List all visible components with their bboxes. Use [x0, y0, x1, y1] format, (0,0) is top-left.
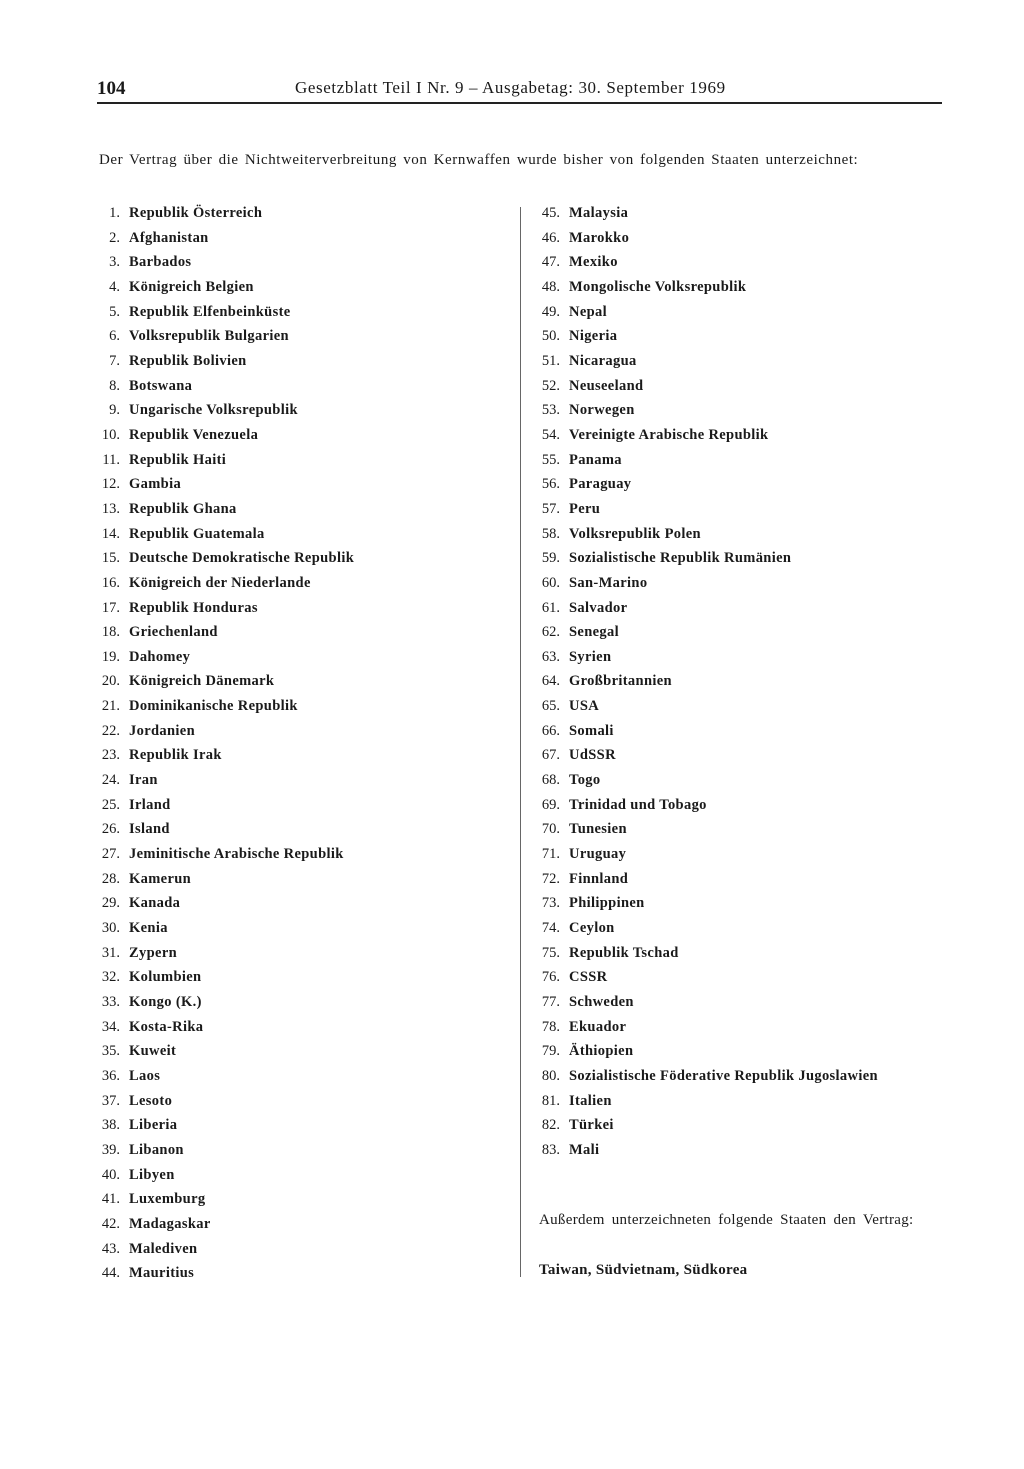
list-item-number: 44.: [101, 1265, 120, 1282]
list-item-number: 34.: [101, 1018, 120, 1035]
list-item-state: Dominikanische Republik: [129, 698, 298, 715]
list-item-state: Schweden: [569, 994, 634, 1010]
list-item: [92, 670, 492, 695]
list-item-number: 63.: [541, 648, 560, 665]
list-item: [532, 1016, 932, 1041]
list-item-number: 75.: [541, 944, 560, 961]
list-item: [92, 547, 492, 572]
list-item-number: 77.: [541, 994, 560, 1010]
list-item-number: 47.: [541, 254, 560, 271]
list-item: [92, 375, 492, 400]
list-item-state: Republik Honduras: [129, 599, 258, 616]
list-item-number: 39.: [101, 1141, 120, 1158]
list-item-number: 3.: [109, 254, 120, 271]
list-item: [92, 498, 492, 523]
list-item-number: 6.: [109, 328, 120, 345]
list-item-state: Nepal: [569, 303, 607, 320]
list-item-state: Jordanien: [129, 722, 195, 739]
list-item: [532, 769, 932, 794]
list-item: [92, 1065, 492, 1090]
list-item-number: 10.: [101, 426, 120, 443]
list-item: [532, 695, 932, 720]
list-item-state: Panama: [569, 451, 622, 468]
list-item-state: Sozialistische Republik Rumänien: [569, 550, 792, 567]
list-item-number: 60.: [541, 574, 560, 591]
list-item: [92, 251, 492, 276]
list-item-number: 70.: [541, 821, 560, 838]
list-item: [92, 720, 492, 745]
list-item: [92, 892, 492, 917]
list-item-number: 5.: [109, 303, 120, 320]
list-item-state: Malaysia: [569, 205, 629, 221]
list-item-number: 27.: [101, 846, 120, 863]
list-item-number: 64.: [541, 673, 560, 690]
list-item: [92, 843, 492, 868]
list-item-state: Iran: [129, 772, 158, 789]
column-divider: [520, 207, 521, 1277]
list-item-number: 76.: [541, 969, 560, 986]
list-item-state: Uruguay: [569, 846, 627, 863]
list-item: [532, 818, 932, 843]
list-item-state: Republik Haiti: [129, 451, 227, 468]
list-item-state: Laos: [129, 1067, 161, 1084]
list-item-number: 31.: [101, 944, 120, 961]
list-item-number: 32.: [101, 969, 120, 986]
list-item-number: 1.: [109, 205, 120, 221]
list-item: [92, 202, 492, 227]
list-item-number: 46.: [541, 229, 560, 246]
list-item-number: 37.: [101, 1092, 120, 1109]
list-item-number: 36.: [101, 1067, 120, 1084]
list-item-number: 52.: [541, 377, 560, 394]
list-item-state: Italien: [569, 1092, 612, 1109]
list-item-number: 35.: [101, 1043, 120, 1060]
list-item-number: 13.: [101, 500, 120, 517]
list-item-state: Republik Venezuela: [129, 426, 259, 443]
list-item: [92, 794, 492, 819]
list-item-state: Senegal: [569, 624, 619, 641]
list-item-number: 81.: [541, 1092, 560, 1109]
running-title: Gesetzblatt Teil I Nr. 9 – Ausgabetag: 30. September 1969: [295, 78, 726, 97]
list-item-number: 55.: [541, 451, 560, 468]
list-item-number: 11.: [102, 451, 120, 468]
list-item-state: USA: [569, 698, 600, 715]
list-item-number: 78.: [541, 1018, 560, 1035]
list-item: [532, 523, 932, 548]
list-item-state: Republik Ghana: [129, 500, 237, 517]
list-item: [532, 375, 932, 400]
list-item: [532, 1114, 932, 1139]
list-item-number: 28.: [101, 870, 120, 887]
list-item-state: Mexiko: [569, 254, 618, 271]
list-item-number: 12.: [101, 476, 120, 493]
list-item-number: 22.: [101, 722, 120, 739]
list-item-state: Togo: [569, 772, 601, 789]
list-item-number: 19.: [101, 648, 120, 665]
list-item: [532, 1065, 932, 1090]
list-item-state: Syrien: [569, 648, 612, 665]
list-item-number: 58.: [541, 525, 560, 542]
list-item-state: Salvador: [569, 599, 628, 616]
list-item: [92, 1090, 492, 1115]
list-item: [92, 1139, 492, 1164]
list-item-number: 83.: [541, 1141, 560, 1158]
list-item: [532, 744, 932, 769]
list-item-state: Jeminitische Arabische Republik: [129, 846, 344, 863]
list-item-state: Ekuador: [569, 1018, 627, 1035]
list-item-state: Republik Bolivien: [129, 352, 247, 369]
list-item-state: Republik Guatemala: [129, 525, 265, 542]
list-item-state: Volksrepublik Polen: [569, 525, 701, 542]
list-item: [532, 1090, 932, 1115]
list-item-state: Republik Tschad: [569, 944, 679, 961]
list-item-state: Mauritius: [129, 1265, 195, 1282]
list-item: [92, 991, 492, 1016]
list-item-number: 61.: [541, 599, 560, 616]
list-item-state: Irland: [129, 796, 171, 813]
list-item-number: 33.: [101, 994, 120, 1010]
list-item-state: Kamerun: [129, 870, 192, 887]
list-item-number: 42.: [101, 1215, 120, 1232]
list-item-state: Ungarische Volksrepublik: [129, 402, 298, 419]
list-item: [92, 276, 492, 301]
list-item: [532, 1139, 932, 1164]
list-item-number: 40.: [101, 1166, 120, 1183]
list-item-number: 41.: [101, 1191, 120, 1208]
list-item-state: Paraguay: [569, 476, 632, 493]
list-item: [532, 966, 932, 991]
list-item: [532, 399, 932, 424]
list-item-state: Trinidad und Tobago: [569, 796, 707, 813]
list-item-state: Republik Österreich: [129, 205, 263, 221]
list-item-state: Nigeria: [569, 328, 618, 345]
list-item-state: Somali: [569, 722, 614, 739]
list-item-number: 24.: [101, 772, 120, 789]
list-item-state: Peru: [569, 500, 601, 517]
list-item: [92, 868, 492, 893]
list-item: [532, 942, 932, 967]
list-item-state: Großbritannien: [569, 673, 672, 690]
list-item-state: Kolumbien: [129, 969, 202, 986]
list-item: [532, 720, 932, 745]
list-item: [532, 917, 932, 942]
list-item-state: Sozialistische Föderative Republik Jugoslawien: [569, 1067, 878, 1084]
list-item: [92, 1114, 492, 1139]
list-item-state: Deutsche Demokratische Republik: [129, 550, 355, 567]
signatory-list-left: [92, 202, 492, 1287]
list-item-state: Botswana: [129, 377, 193, 394]
list-item-number: 82.: [541, 1117, 560, 1134]
list-item-state: Kuweit: [129, 1043, 177, 1060]
list-item: [92, 424, 492, 449]
list-item: [92, 350, 492, 375]
list-item-state: Norwegen: [569, 402, 635, 419]
list-item: [532, 325, 932, 350]
list-item-number: 74.: [541, 920, 560, 937]
list-item-number: 29.: [101, 895, 120, 912]
list-item-number: 7.: [109, 352, 120, 369]
list-item-state: Madagaskar: [129, 1215, 211, 1232]
list-item-state: CSSR: [569, 969, 608, 986]
list-item: [92, 1262, 492, 1287]
list-item: [532, 251, 932, 276]
list-item-number: 71.: [541, 846, 560, 863]
list-item-state: Mongolische Volksrepublik: [569, 278, 747, 295]
list-item-number: 16.: [101, 574, 120, 591]
list-item: [532, 276, 932, 301]
list-item-number: 26.: [101, 821, 120, 838]
list-item: [92, 1188, 492, 1213]
list-item: [92, 769, 492, 794]
list-item-number: 20.: [101, 673, 120, 690]
list-item-number: 38.: [101, 1117, 120, 1134]
list-item-state: Dahomey: [129, 648, 191, 665]
list-item: [532, 621, 932, 646]
list-item-state: Kongo (K.): [129, 994, 202, 1010]
list-item: [532, 227, 932, 252]
list-item: [92, 942, 492, 967]
list-item-state: Kanada: [129, 895, 181, 912]
list-item-number: 65.: [541, 698, 560, 715]
list-item-number: 43.: [101, 1240, 120, 1257]
list-item-state: Tunesien: [569, 821, 627, 838]
signatory-list-right: [532, 202, 932, 1164]
list-item: [92, 325, 492, 350]
list-item-state: UdSSR: [569, 747, 616, 764]
list-item: [92, 621, 492, 646]
list-item: [92, 1164, 492, 1189]
list-item-state: Griechenland: [129, 624, 218, 641]
list-item: [92, 227, 492, 252]
list-item-number: 4.: [109, 278, 120, 295]
list-item-state: Königreich Belgien: [129, 278, 254, 295]
list-item: [532, 572, 932, 597]
list-item-state: Luxemburg: [129, 1191, 206, 1208]
list-item: [532, 646, 932, 671]
list-item-state: Libanon: [129, 1141, 184, 1158]
list-item-number: 57.: [541, 500, 560, 517]
list-item-state: Finnland: [569, 870, 629, 887]
list-item-state: Barbados: [129, 254, 192, 271]
list-item: [92, 646, 492, 671]
list-item-number: 45.: [541, 205, 560, 221]
list-item-number: 8.: [109, 377, 120, 394]
list-item: [92, 399, 492, 424]
list-item-state: Kosta-Rika: [129, 1018, 204, 1035]
list-item-number: 80.: [541, 1067, 560, 1084]
list-item-number: 23.: [101, 747, 120, 764]
list-item-state: Königreich der Niederlande: [129, 574, 311, 591]
list-item-number: 53.: [541, 402, 560, 419]
list-item-number: 54.: [541, 426, 560, 443]
list-item: [92, 917, 492, 942]
list-item: [92, 473, 492, 498]
list-item-number: 48.: [541, 278, 560, 295]
page-header: [97, 76, 942, 104]
list-item: [532, 670, 932, 695]
list-item: [532, 202, 932, 227]
list-item-number: 62.: [541, 624, 560, 641]
list-item-state: Republik Elfenbeinküste: [129, 303, 291, 320]
list-item: [532, 892, 932, 917]
list-item: [92, 1016, 492, 1041]
list-item-state: Island: [129, 821, 170, 838]
intro-paragraph: Der Vertrag über die Nichtweiterverbreitung von Kernwaffen wurde bisher von folgenden Staaten unterzeichnet:: [99, 152, 859, 168]
list-item-number: 2.: [109, 229, 120, 246]
list-item-number: 9.: [109, 402, 120, 419]
list-item: [532, 597, 932, 622]
list-item-number: 56.: [541, 476, 560, 493]
list-item-number: 66.: [541, 722, 560, 739]
list-item-number: 49.: [541, 303, 560, 320]
list-item-state: Philippinen: [569, 895, 645, 912]
list-item-number: 72.: [541, 870, 560, 887]
list-item: [92, 818, 492, 843]
list-item: [532, 473, 932, 498]
list-item: [532, 794, 932, 819]
list-item-state: Afghanistan: [129, 229, 209, 246]
list-item-state: Vereinigte Arabische Republik: [569, 426, 769, 443]
list-item: [532, 1040, 932, 1065]
list-item: [92, 523, 492, 548]
list-item-state: Zypern: [129, 944, 178, 961]
list-item: [532, 868, 932, 893]
list-item-number: 14.: [101, 525, 120, 542]
list-item-number: 68.: [541, 772, 560, 789]
list-item: [92, 1040, 492, 1065]
list-item: [92, 597, 492, 622]
list-item: [532, 301, 932, 326]
list-item: [92, 966, 492, 991]
list-item: [92, 1213, 492, 1238]
additional-signatories-text: Außerdem unterzeichneten folgende Staaten den Vertrag:: [539, 1212, 914, 1228]
additional-signatories-states: Taiwan, Südvietnam, Südkorea: [539, 1262, 748, 1278]
list-item-state: Neuseeland: [569, 377, 644, 394]
list-item: [92, 572, 492, 597]
list-item-state: Mali: [569, 1141, 600, 1158]
list-item-state: Marokko: [569, 229, 630, 246]
list-item-state: Ceylon: [569, 920, 615, 937]
list-item-number: 51.: [541, 352, 560, 369]
list-item: [92, 695, 492, 720]
list-item: [92, 744, 492, 769]
list-item-number: 18.: [101, 624, 120, 641]
list-item-state: Äthiopien: [569, 1043, 634, 1060]
list-item: [532, 424, 932, 449]
list-item-state: Nicaragua: [569, 352, 637, 369]
list-item: [532, 991, 932, 1016]
list-item-state: Königreich Dänemark: [129, 673, 275, 690]
list-item-state: Volksrepublik Bulgarien: [129, 328, 289, 345]
list-item-state: Gambia: [129, 476, 182, 493]
list-item: [532, 843, 932, 868]
list-item-number: 69.: [541, 796, 560, 813]
list-item: [532, 547, 932, 572]
list-item-state: Liberia: [129, 1117, 178, 1134]
list-item-number: 30.: [101, 920, 120, 937]
list-item-number: 73.: [541, 895, 560, 912]
list-item: [92, 301, 492, 326]
list-item-number: 79.: [541, 1043, 560, 1060]
list-item-number: 50.: [541, 328, 560, 345]
list-item-number: 17.: [101, 599, 120, 616]
list-item-number: 21.: [101, 698, 120, 715]
list-item-state: Lesoto: [129, 1092, 173, 1109]
list-item-state: San-Marino: [569, 574, 648, 591]
list-item-number: 25.: [101, 796, 120, 813]
list-item-number: 59.: [541, 550, 560, 567]
list-item-state: Malediven: [129, 1240, 198, 1257]
list-item: [92, 1238, 492, 1263]
list-item-state: Libyen: [129, 1166, 175, 1183]
list-item: [532, 449, 932, 474]
list-item-number: 15.: [101, 550, 120, 567]
list-item: [92, 449, 492, 474]
list-item-state: Kenia: [129, 920, 168, 937]
list-item: [532, 350, 932, 375]
list-item: [532, 498, 932, 523]
list-item-state: Republik Irak: [129, 747, 222, 764]
page-number: 104: [97, 78, 126, 99]
list-item-state: Türkei: [569, 1117, 614, 1134]
list-item-number: 67.: [541, 747, 560, 764]
